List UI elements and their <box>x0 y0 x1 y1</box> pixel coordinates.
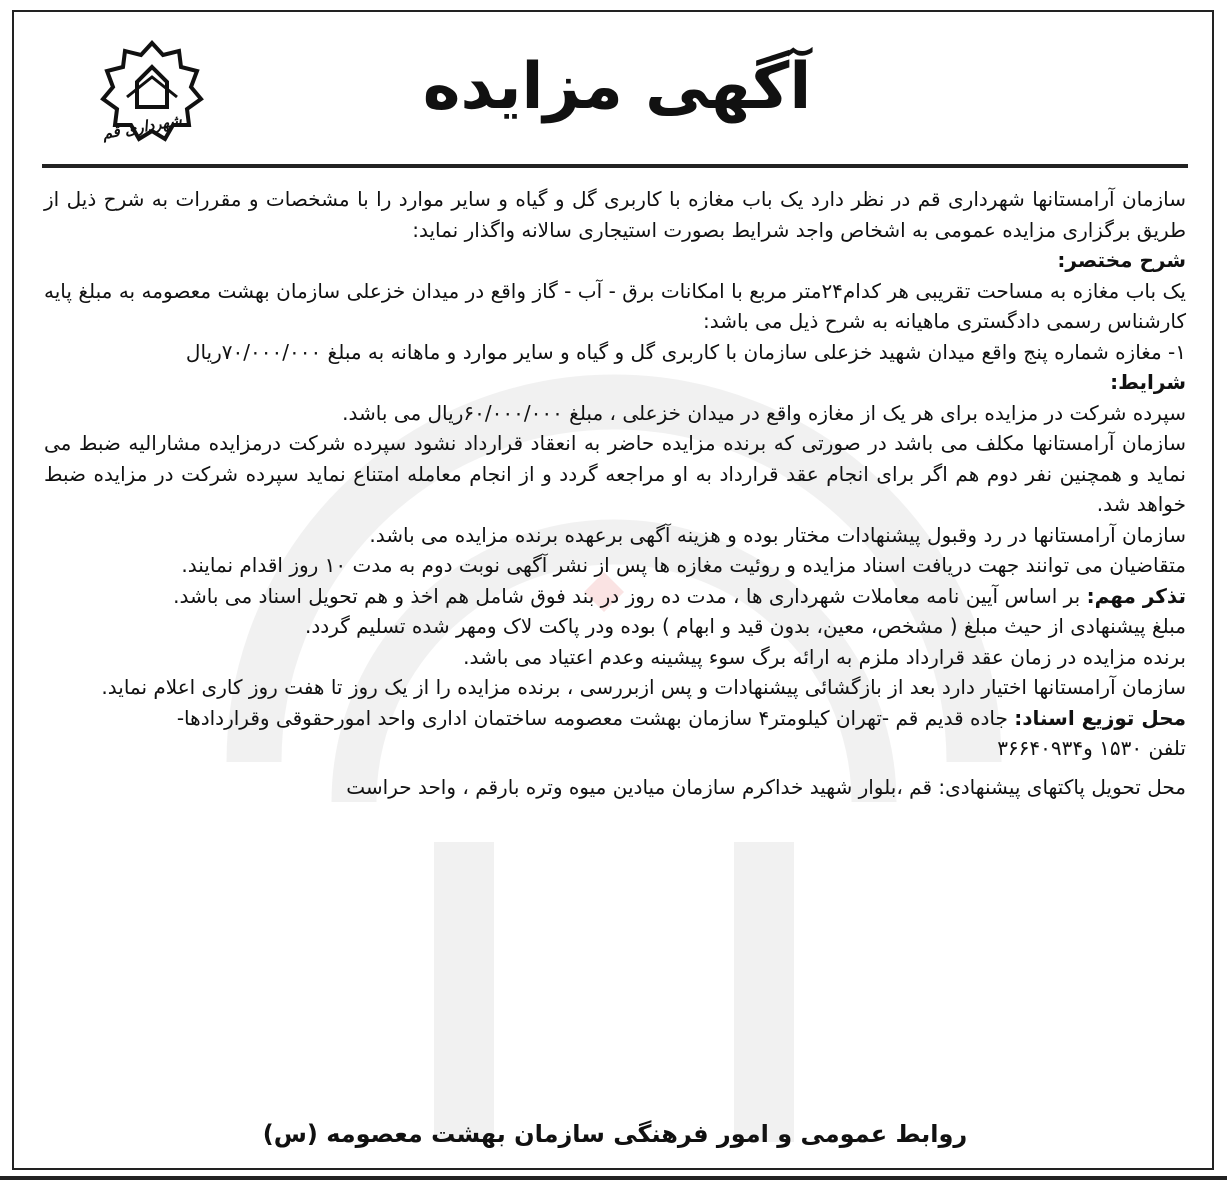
acceptance-paragraph: سازمان آرامستانها در رد وقبول پیشنهادات مختار بوده و هزینه آگهی برعهده برنده مزایده می باشد. <box>369 522 1186 547</box>
municipality-logo-icon <box>97 37 207 167</box>
intro-paragraph: سازمان آرامستانها شهرداری قم در نظر دارد یک باب مغازه با کاربری گل و گیاه و سایر موارد را با مشخصات و مقررات به شرح ذیل از طریق برگزاری مزایده عمومی به اشخاص واجد شرایط بصورت استیجاری سالانه واگذار نماید: <box>44 187 1186 242</box>
notice-page <box>12 10 1214 1170</box>
footer-signature: روابط عمومی و امور فرهنگی سازمان بهشت معصومه (س) <box>262 1120 968 1148</box>
bid-paragraph: مبلغ پیشنهادی از حیث مبلغ ( مشخص، معین، بدون قید و ابهام ) بوده ودر پاکت لاک ومهر شده تسلیم گردد. <box>305 614 1186 638</box>
delivery-paragraph: محل تحویل پاکتهای پیشنهادی: قم ،بلوار شهید خداکرم سازمان میادین میوه وتره بارقم ، واحد حراست <box>346 774 1186 799</box>
announce-paragraph: سازمان آرامستانها اختیار دارد بعد از بازگشائی پیشنهادات و پس ازبررسی ، برنده مزایده را از یک روز تا هفت روز کاری اعلام نماید. <box>101 675 1186 699</box>
summary-paragraph: یک باب مغازه به مساحت تقریبی هر کدام۲۴متر مربع با امکانات برق - آب - گاز واقع در میدان خزعلی سازمان بهشت معصومه به مبلغ پایه کارشناس رسمی دادگستری ماهیانه به شرح ذیل می باشد: <box>44 278 1186 333</box>
winner-paragraph: برنده مزایده در زمان عقد قرارداد ملزم به ارائه برگ سوء پیشینه وعدم اعتیاد می باشد. <box>463 644 1186 669</box>
important-text: بر اساس آیین نامه معاملات شهرداری ها ، مدت ده روز در بند فوق شامل هم اخذ و هم تحویل اسناد می باشد. <box>173 583 1081 608</box>
header-divider <box>42 164 1188 168</box>
notice-title: آگهی مزایده <box>422 50 812 124</box>
important-paragraph <box>44 581 1186 612</box>
deposit-paragraph: سپرده شرکت در مزایده برای هر یک از مغازه واقع در میدان خزعلی ، مبلغ ۶۰/۰۰۰/۰۰۰ریال می باشد. <box>342 400 1186 425</box>
documents-paragraph: متقاضیان می توانند جهت دریافت اسناد مزایده و روئیت مغازه ها پس از نشر آگهی نوبت دوم به مدت ۱۰ روز اقدام نمایند. <box>181 553 1186 577</box>
important-heading: تذکر مهم: <box>1086 583 1186 608</box>
notice-body <box>44 184 1186 802</box>
distribution-heading: محل توزیع اسناد: <box>1014 705 1186 730</box>
shop-item: ۱- مغازه شماره پنج واقع میدان شهید خزعلی سازمان با کاربری گل و گیاه و سایر موارد و ماهانه به مبلغ ۷۰/۰۰۰/۰۰۰ریال <box>185 339 1186 364</box>
header <box>42 22 1192 172</box>
logo-caption: شهرداری قم <box>101 111 183 143</box>
distribution-text: جاده قدیم قم -تهران کیلومتر۴ سازمان بهشت معصومه ساختمان اداری واحد امورحقوقی وقراردادها- <box>176 705 1008 730</box>
conditions-heading: شرایط: <box>1110 370 1186 394</box>
distribution-paragraph <box>44 703 1186 734</box>
phone-line: تلفن ۱۵۳۰ و۳۶۶۴۰۹۳۴ <box>997 736 1186 760</box>
forfeit-paragraph: سازمان آرامستانها مکلف می باشد در صورتی که برنده مزایده حاضر به انعقاد قرارداد نشود سپرده شرکت درمزایده مشارالیه ضبط می نماید و همچنین نفر دوم هم اگر برای انجام عقد قرارداد به او مراجعه گردد و از انجام معامله امتناع نماید سپرده شرکت در مزایده ضبط خواهد شد. <box>44 431 1186 516</box>
bottom-rule <box>0 1176 1227 1180</box>
summary-heading: شرح مختصر: <box>1057 248 1186 272</box>
